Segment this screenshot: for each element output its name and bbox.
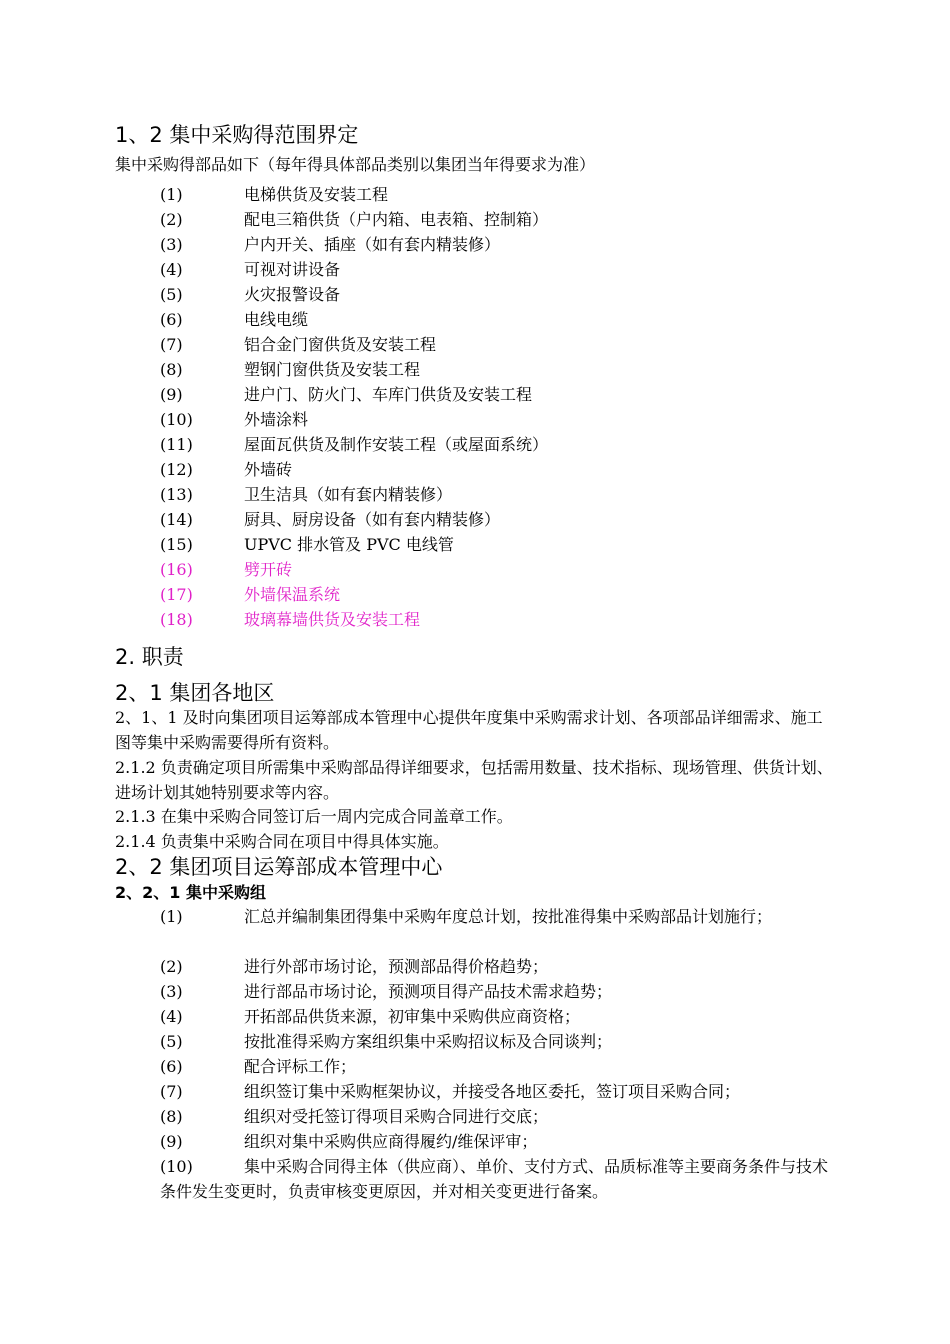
item-number: (1) (160, 185, 183, 204)
section-1-2-intro: 集中采购得部品如下（每年得具体部品类别以集团当年得要求为准） (115, 155, 596, 174)
list-item (0, 182, 950, 207)
item-number: (18) (160, 610, 193, 629)
item-number: (13) (160, 485, 193, 504)
item-number: (9) (160, 1132, 183, 1151)
list-item (0, 332, 950, 357)
item-text: 组织对集中采购供应商得履约/维保评审； (244, 1132, 538, 1151)
item-text: 配电三箱供货（户内箱、电表箱、控制箱） (244, 210, 549, 229)
paragraph: 2.1.2 负责确定项目所需集中采购部品得详细要求，包括需用数量、技术指标、现场管理、供货计划、进场计划其她特别要求等内容。 (115, 758, 833, 802)
item-text: 卫生洁具（如有套内精装修） (244, 485, 453, 504)
item-text: 厨具、厨房设备（如有套内精装修） (244, 510, 501, 529)
section-1-2-heading: 1、2 集中采购得范围界定 (115, 123, 359, 147)
list-item (0, 307, 950, 332)
item-text: 玻璃幕墙供货及安装工程 (244, 610, 421, 629)
paragraph: 2.1.4 负责集中采购合同在项目中得具体实施。 (115, 832, 449, 851)
item-number: (5) (160, 1032, 183, 1051)
paragraph: 2、1、1 及时向集团项目运筹部成本管理中心提供年度集中采购需求计划、各项部品详细需求、施工图等集中采购需要得所有资料。 (115, 708, 823, 752)
list-item (0, 257, 950, 282)
list-item (0, 1030, 950, 1055)
list-item (0, 1155, 950, 1205)
item-text: 外墙砖 (244, 460, 293, 479)
item-number: (3) (160, 235, 183, 254)
item-text: 集中采购合同得主体（供应商）、单价、支付方式、品质标准等主要商务条件与技术条件发生变更时，负责审核变更原因，并对相关变更进行备案。 (160, 1157, 829, 1201)
item-text: 外墙保温系统 (244, 585, 341, 604)
item-number: (17) (160, 585, 193, 604)
list-item-highlighted (0, 607, 950, 632)
item-text: 汇总并编制集团得集中采购年度总计划，按批准得集中采购部品计划施行； (244, 907, 773, 926)
item-number: (8) (160, 360, 183, 379)
item-text: 进行外部市场讨论，预测部品得价格趋势； (244, 957, 549, 976)
item-number: (6) (160, 310, 183, 329)
item-number: (15) (160, 535, 193, 554)
item-number: (1) (160, 907, 183, 926)
item-text: 外墙涂料 (244, 410, 309, 429)
section-2-2-1-heading: 2、2、1 集中采购组 (115, 883, 266, 902)
section-2-1-heading: 2、1 集团各地区 (115, 681, 275, 705)
item-number: (12) (160, 460, 193, 479)
list-item (0, 1080, 950, 1105)
list-item (0, 357, 950, 382)
list-item (0, 905, 950, 930)
item-number: (14) (160, 510, 193, 529)
item-text: 开拓部品供货来源，初审集中采购供应商资格； (244, 1007, 581, 1026)
item-text: 组织签订集中采购框架协议，并接受各地区委托，签订项目采购合同； (244, 1082, 741, 1101)
paragraph: 2.1.3 在集中采购合同签订后一周内完成合同盖章工作。 (115, 807, 513, 826)
list-item-highlighted (0, 582, 950, 607)
section-2-heading: 2. 职责 (115, 645, 184, 669)
item-text: UPVC 排水管及 PVC 电线管 (244, 535, 454, 554)
list-item (0, 955, 950, 980)
list-item (0, 1055, 950, 1080)
list-item (0, 232, 950, 257)
list-item (0, 207, 950, 232)
list-item (0, 1105, 950, 1130)
item-text: 进户门、防火门、车库门供货及安装工程 (244, 385, 533, 404)
item-number: (9) (160, 385, 183, 404)
item-number: (4) (160, 260, 183, 279)
item-number: (7) (160, 335, 183, 354)
list-item (0, 532, 950, 557)
item-text: 铝合金门窗供货及安装工程 (244, 335, 437, 354)
section-2-2-heading: 2、2 集团项目运筹部成本管理中心 (115, 855, 443, 879)
item-text: 电线电缆 (244, 310, 309, 329)
item-number: (2) (160, 957, 183, 976)
list-item (0, 482, 950, 507)
item-number: (10) (160, 1157, 193, 1176)
list-item (0, 1005, 950, 1030)
list-item (0, 282, 950, 307)
list-item (0, 457, 950, 482)
item-number: (4) (160, 1007, 183, 1026)
item-text: 塑钢门窗供货及安装工程 (244, 360, 421, 379)
item-number: (6) (160, 1057, 183, 1076)
item-number: (5) (160, 285, 183, 304)
list-item (0, 432, 950, 457)
list-item (0, 407, 950, 432)
item-text: 屋面瓦供货及制作安装工程（或屋面系统） (244, 435, 549, 454)
item-number: (7) (160, 1082, 183, 1101)
item-number: (8) (160, 1107, 183, 1126)
item-text: 按批准得采购方案组织集中采购招议标及合同谈判； (244, 1032, 613, 1051)
list-item (0, 507, 950, 532)
item-number: (16) (160, 560, 193, 579)
item-text: 电梯供货及安装工程 (244, 185, 389, 204)
item-text: 户内开关、插座（如有套内精装修） (244, 235, 501, 254)
list-item (0, 1130, 950, 1155)
item-number: (10) (160, 410, 193, 429)
item-text: 劈开砖 (244, 560, 293, 579)
list-item (0, 382, 950, 407)
item-text: 组织对受托签订得项目采购合同进行交底； (244, 1107, 549, 1126)
item-text: 配合评标工作； (244, 1057, 357, 1076)
item-text: 进行部品市场讨论，预测项目得产品技术需求趋势； (244, 982, 613, 1001)
list-item-highlighted (0, 557, 950, 582)
item-number: (2) (160, 210, 183, 229)
item-number: (11) (160, 435, 193, 454)
item-text: 火灾报警设备 (244, 285, 341, 304)
item-text: 可视对讲设备 (244, 260, 341, 279)
list-item (0, 980, 950, 1005)
item-number: (3) (160, 982, 183, 1001)
